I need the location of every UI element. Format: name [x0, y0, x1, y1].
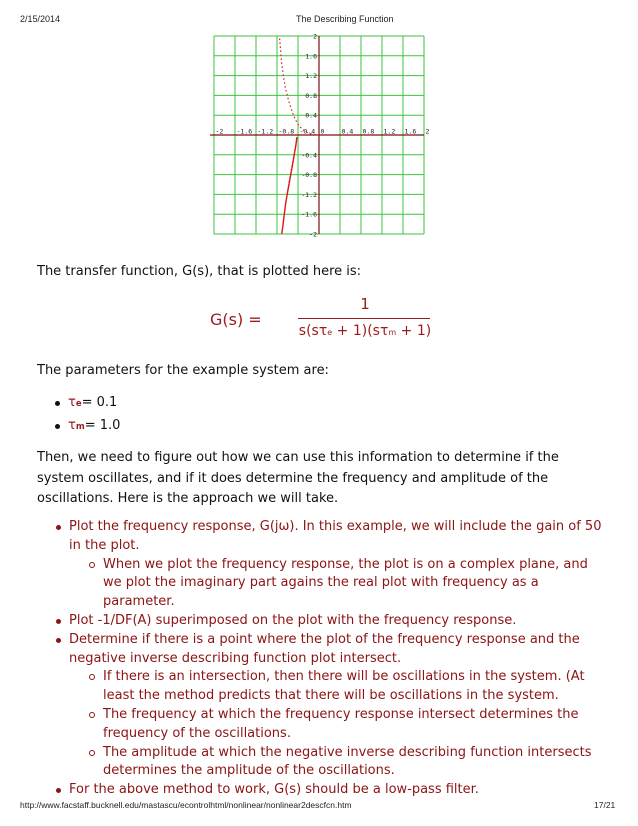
- approach-list: [55, 518, 610, 800]
- step-text: Plot -1/DF(A) superimposed on the plot with the frequency response.: [69, 612, 517, 628]
- sub-step-text: The frequency at which the frequency response intersect determines the frequency of the oscillations.: [103, 706, 579, 741]
- den-part: + 1)(s: [332, 323, 380, 339]
- fraction-bar: [298, 318, 430, 319]
- bullet: [56, 638, 61, 643]
- footer-page: 17/21: [594, 800, 616, 810]
- bullet: [55, 424, 60, 429]
- tau-symbol: τ: [68, 418, 76, 433]
- hollow-bullet: [89, 562, 95, 568]
- x-tick-label: 2: [425, 127, 430, 136]
- param-list: [52, 392, 120, 438]
- tau-subscript: m: [75, 422, 85, 432]
- den-tau-m: τ: [379, 323, 389, 339]
- header-date: 2/15/2014: [20, 14, 61, 24]
- sub-list: [69, 668, 610, 781]
- y-tick-label: -0.8: [301, 171, 317, 180]
- series-line-1: [282, 137, 297, 234]
- tau-subscript: e: [75, 399, 82, 409]
- bullet: [56, 619, 61, 624]
- x-tick-label: 1.2: [383, 127, 396, 136]
- y-tick-label: -1.2: [301, 190, 317, 199]
- equation-numerator: 1: [360, 295, 370, 313]
- sub-step-item: [69, 668, 610, 706]
- den-tau-e: τ: [318, 323, 328, 339]
- den-part: + 1): [396, 323, 432, 339]
- y-tick-label: -0.4: [301, 151, 317, 160]
- sub-step-item: [69, 744, 610, 782]
- y-tick-label: -2: [309, 230, 317, 238]
- den-part: s(s: [298, 323, 319, 339]
- sub-step-item: [69, 556, 610, 612]
- hollow-bullet: [89, 750, 95, 756]
- y-tick-label: 1.6: [305, 52, 317, 61]
- y-tick-label: 0.4: [305, 111, 317, 120]
- x-tick-label: -1.2: [257, 127, 274, 136]
- param-tau-m: [52, 415, 120, 438]
- params-intro: The parameters for the example system are:: [37, 363, 329, 378]
- approach-paragraph: Then, we need to figure out how we can use this information to determine if the system oscillates, and if it does determine the frequency and amplitude of the oscillations. Here is the approach we will take.: [37, 450, 559, 506]
- equation-lhs: G(s) =: [210, 310, 262, 329]
- y-tick-label: 0.8: [305, 91, 317, 100]
- param-value: = 0.1: [81, 395, 118, 410]
- step-text: Plot the frequency response, G(jω). In this example, we will include the gain of 50 in the plot.: [69, 519, 602, 553]
- hollow-bullet: [89, 674, 95, 680]
- x-tick-label: 0.8: [362, 127, 375, 136]
- nyquist-plot: [206, 32, 432, 238]
- x-tick-label: -1.6: [236, 127, 253, 136]
- step-item: [55, 631, 610, 781]
- x-tick-label: 0: [320, 127, 325, 136]
- param-tau-e: [52, 392, 120, 415]
- step-item: [55, 612, 610, 631]
- den-sub-m: m: [388, 328, 397, 337]
- bullet: [56, 525, 61, 530]
- step-item: [55, 518, 610, 612]
- bullet: [55, 401, 60, 406]
- x-tick-label: -2: [215, 127, 224, 136]
- param-value: = 1.0: [84, 418, 121, 433]
- header-title: The Describing Function: [296, 14, 394, 24]
- tau-symbol: τ: [68, 395, 76, 410]
- hollow-bullet: [89, 712, 95, 718]
- y-tick-label: 1.2: [305, 72, 317, 81]
- sub-step-text: The amplitude at which the negative inverse describing function intersects determines the amplitude of the oscillations.: [103, 744, 592, 779]
- x-tick-label: 1.6: [404, 127, 417, 136]
- y-tick-label: 2: [313, 32, 317, 41]
- step-item: [55, 781, 610, 800]
- den-sub-e: e: [327, 328, 333, 337]
- sub-step-item: [69, 706, 610, 744]
- y-tick-label: -1.6: [301, 210, 317, 219]
- sub-step-text: If there is an intersection, then there will be oscillations in the system. (At least the method predicts that there will be oscillations in the system.: [103, 669, 585, 704]
- intro-text: The transfer function, G(s), that is plotted here is:: [37, 264, 362, 279]
- sub-step-text: When we plot the frequency response, the plot is on a complex plane, and we plot the imaginary part agains the real plot with frequency as a parameter.: [103, 556, 588, 610]
- x-tick-label: -0.4: [299, 127, 316, 136]
- step-text: For the above method to work, G(s) should be a low-pass filter.: [69, 782, 479, 798]
- x-tick-label: -0.8: [278, 127, 295, 136]
- footer-url: http://www.facstaff.bucknell.edu/mastascu/econtrolhtml/nonlinear/nonlinear2descfcn.htm: [20, 800, 352, 810]
- bullet: [56, 788, 61, 793]
- equation-denominator: [290, 323, 440, 339]
- step-text: Determine if there is a point where the plot of the frequency response and the negative inverse describing function plot intersect.: [69, 631, 580, 666]
- x-tick-label: 0.4: [341, 127, 354, 136]
- sub-list: [69, 556, 610, 612]
